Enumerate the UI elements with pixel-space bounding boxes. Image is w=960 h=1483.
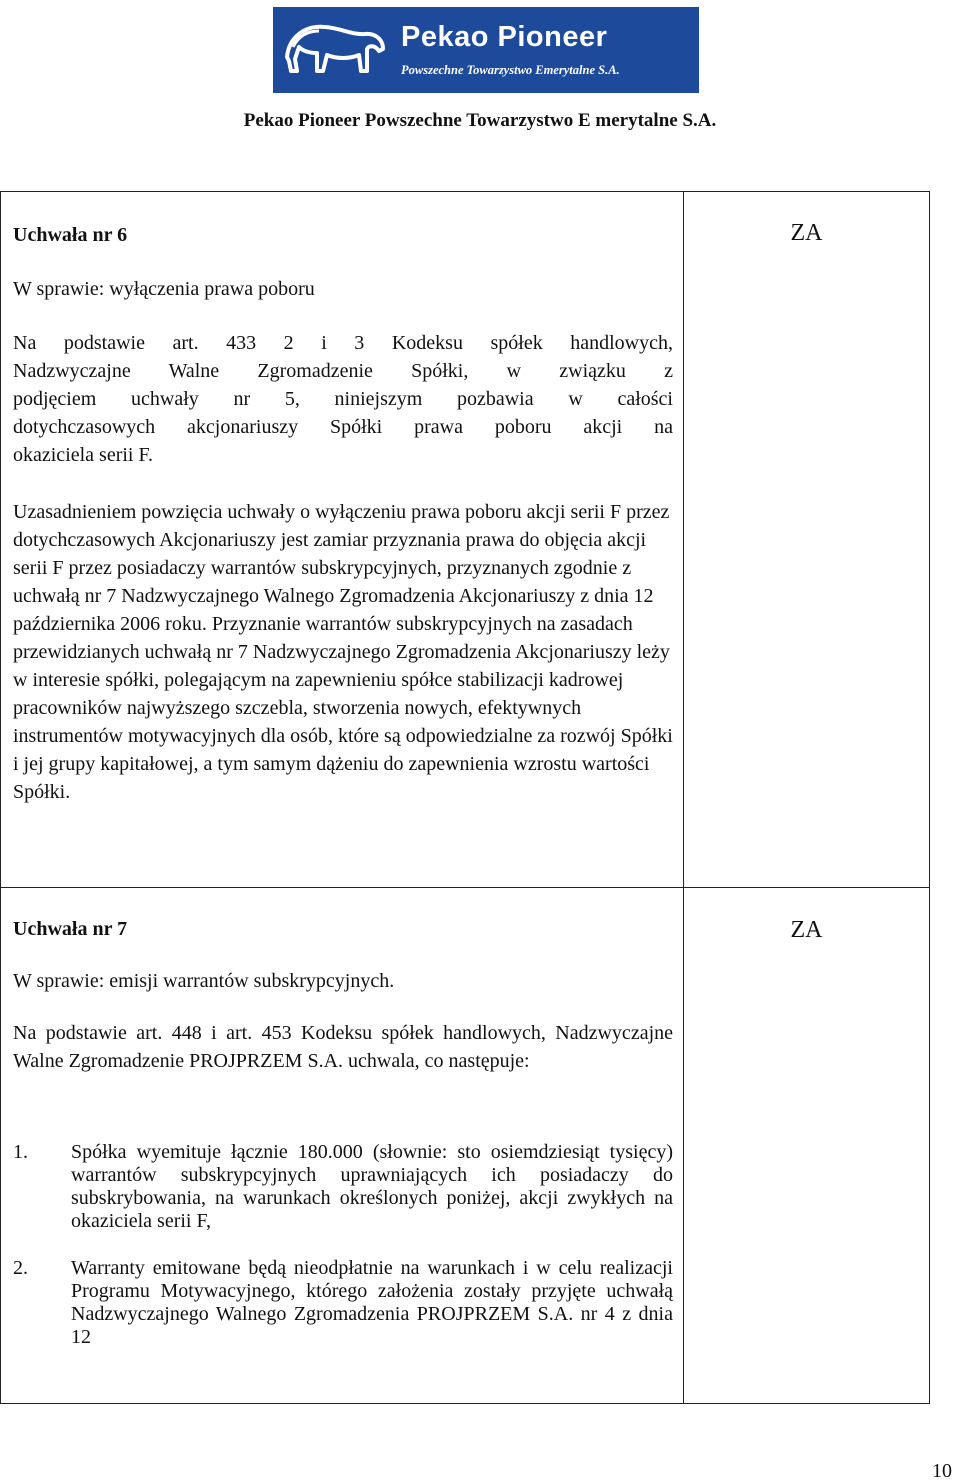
list-item-text: Spółka wyemituje łącznie 180.000 (słownie: sto osiemdziesiąt tysięcy) warrantów subskrypcyjnych uprawniających ich posiadaczy do subskrybowania, na warunkach określonych poniżej, akcji zwykłych na okaziciela serii F, <box>71 1141 673 1232</box>
resolution-6-vote: ZA <box>790 220 823 246</box>
logo-brand-subtitle: Powszechne Towarzystwo Emerytalne S.A. <box>401 63 620 77</box>
list-item-text: Warranty emitowane będą nieodpłatnie na warunkach i w celu realizacji Programu Motywacyjnego, którego założenia zostały przyjęte uchwałą Nadzwyczajnego Walnego Zgromadzenia PROJPRZEM S.A. nr 4 z dnia 12 <box>71 1257 673 1348</box>
basis-line: Na podstawie art. 433 2 i 3 Kodeksu spółek handlowych, <box>13 332 673 354</box>
page-number: 10 <box>932 1460 952 1482</box>
resolution-7-subject: W sprawie: emisji warrantów subskrypcyjnych. <box>13 970 395 992</box>
basis-line: okaziciela serii F. <box>13 444 154 466</box>
list-item <box>13 1141 673 1233</box>
resolution-6-content <box>1 192 684 888</box>
resolution-6-basis <box>13 329 673 469</box>
resolution-7-title: Uchwała nr 7 <box>13 918 128 940</box>
resolution-7-vote-cell <box>684 888 930 1404</box>
resolution-7-basis: Na podstawie art. 448 i art. 453 Kodeksu spółek handlowych, Nadzwyczajne Walne Zgromadzenie PROJPRZEM S.A. uchwala, co następuje: <box>13 1022 673 1072</box>
resolution-6-subject: W sprawie: wyłączenia prawa poboru <box>13 278 315 300</box>
resolution-7-vote: ZA <box>790 917 823 943</box>
resolution-6-title: Uchwała nr 6 <box>13 224 128 246</box>
table-row <box>1 192 930 888</box>
resolution-6-justification: Uzasadnieniem powzięcia uchwały o wyłączeniu prawa poboru akcji serii F przez dotychczasowych Akcjonariuszy jest zamiar przyznania prawa do objęcia akcji serii F przez posiadaczy warrantów subskrypcyjnych, przyznanych zgodnie z uchwałą nr 7 Nadzwyczajnego Walnego Zgromadzenia Akcjonariuszy z dnia 12 października 2006 roku. Przyznanie warrantów subskrypcyjnych na zasadach przewidzianych uchwałą nr 7 Nadzwyczajnego Zgromadzenia Akcjonariuszy leży w interesie spółki, polegającym na zapewnieniu spółce stabilizacji kadrowej pracowników najwyższego szczebla, stworzenia nowych, efektywnych instrumentów motywacyjnych dla osób, które są odpowiedzialne za rozwój Spółki i jej grupy kapitałowej, a tym samym dążeniu do zapewnienia wzrostu wartości Spółki. <box>13 501 673 803</box>
company-name: Pekao Pioneer Powszechne Towarzystwo E merytalne S.A. <box>243 110 717 131</box>
table-row <box>1 888 930 1404</box>
resolutions-table <box>0 191 930 1404</box>
resolution-6-vote-cell <box>684 192 930 888</box>
list-item-number: 1. <box>13 1141 28 1163</box>
resolution-7-content <box>1 888 684 1404</box>
resolution-7-items <box>13 1141 673 1349</box>
bison-icon <box>279 13 394 87</box>
company-logo <box>273 7 699 93</box>
logo-brand-name: Pekao Pioneer <box>401 21 608 53</box>
list-item <box>13 1257 673 1349</box>
basis-line: dotychczasowych akcjonariuszy Spółki prawa poboru akcji na <box>13 416 673 438</box>
list-item-number: 2. <box>13 1257 28 1279</box>
basis-line: Nadzwyczajne Walne Zgromadzenie Spółki, w związku z <box>13 360 673 382</box>
basis-line: podjęciem uchwały nr 5, niniejszym pozbawia w całości <box>13 388 673 410</box>
